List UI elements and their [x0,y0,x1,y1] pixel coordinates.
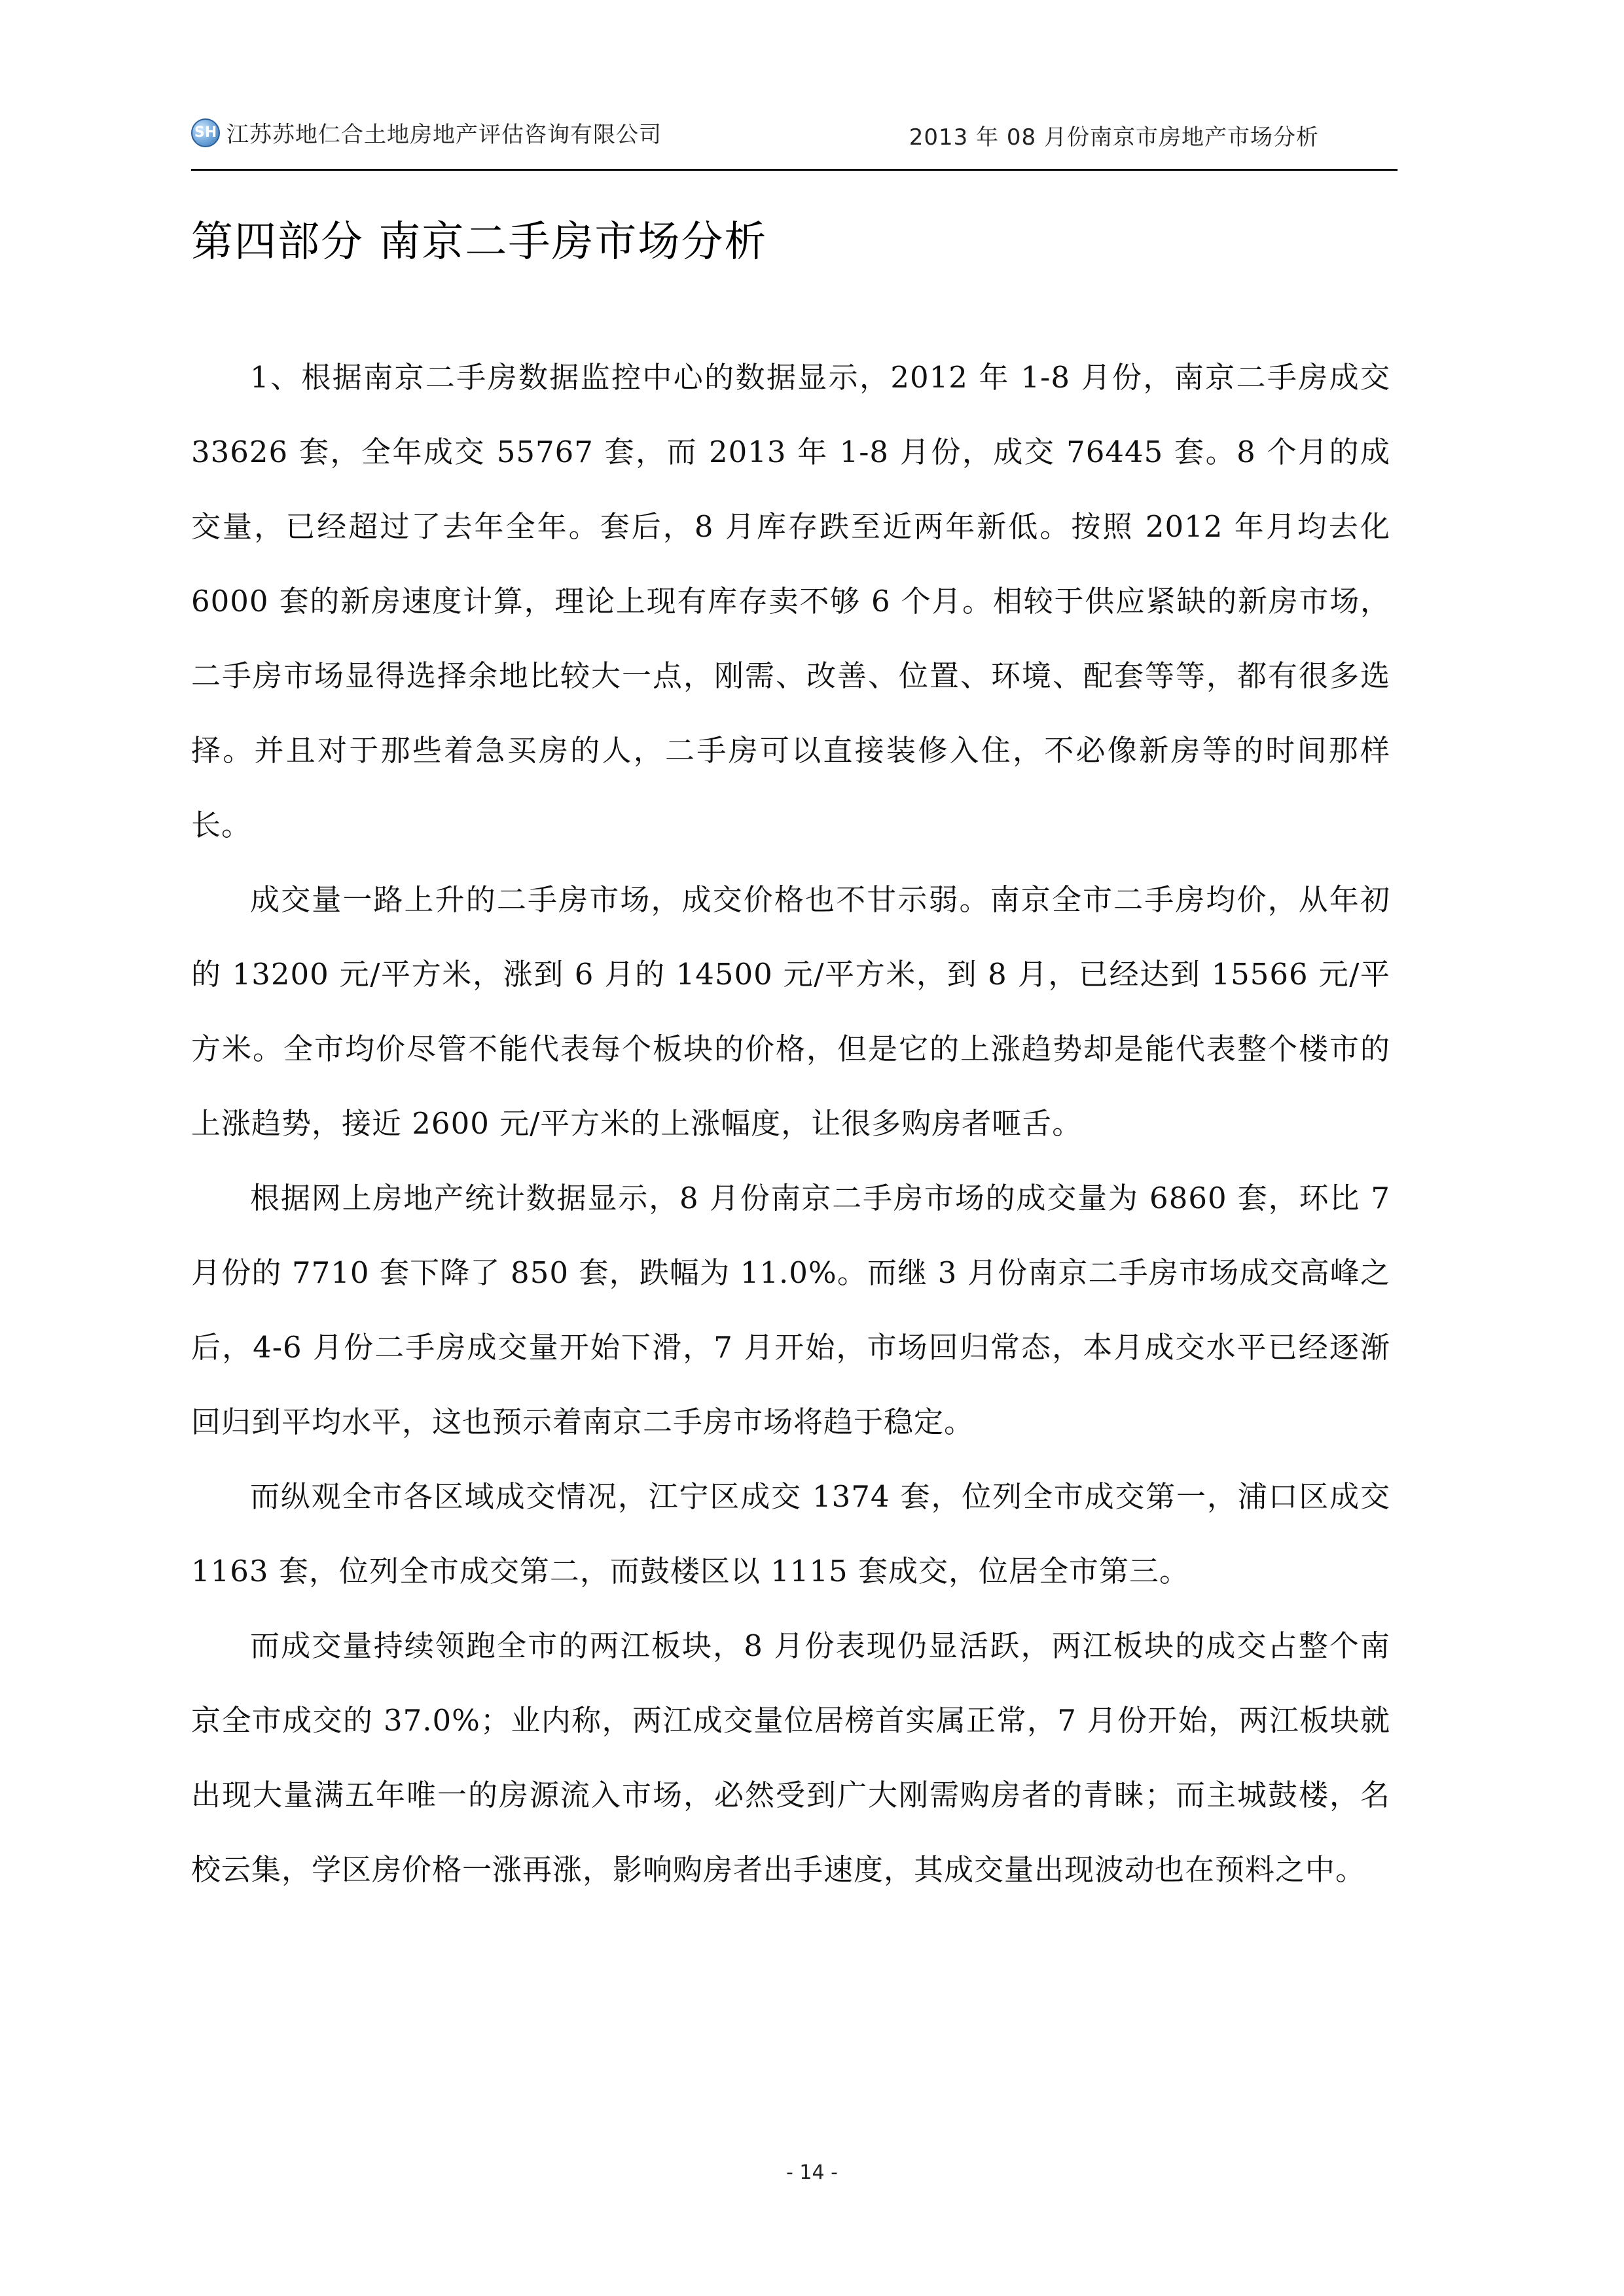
company-logo-icon: SH [191,118,220,147]
page-header [191,110,1398,171]
report-title: 2013 年 08 月份南京市房地产市场分析 [909,124,1319,151]
company-name: 江苏苏地仁合土地房地产评估咨询有限公司 [226,122,662,148]
page-number: - 14 - [786,2161,838,2184]
paragraph-5: 而成交量持续领跑全市的两江板块，8 月份表现仍显活跃，两江板块的成交占整个南京全市成交的 37.0%；业内称，两江成交量位居榜首实属正常，7 月份开始，两江板块就出现大量满五年唯一的房源流入市场，必然受到广大刚需购房者的青睐；而主城鼓楼，名校云集，学区房价格一涨再涨，影响购房者出手速度，其成交量出现波动也在预料之中。 [191,1628,1390,1887]
section-title: 第四部分 南京二手房市场分析 [191,218,768,266]
paragraph-2: 成交量一路上升的二手房市场，成交价格也不甘示弱。南京全市二手房均价，从年初的 13200 元/平方米，涨到 6 月的 14500 元/平方米，到 8 月，已经达到 15566 元/平方米。全市均价尽管不能代表每个板块的价格，但是它的上涨趋势却是能代表整个楼市的上涨趋势，接近 2600 元/平方米的上涨幅度，让很多购房者咂舌。 [191,882,1390,1141]
paragraph-3: 根据网上房地产统计数据显示，8 月份南京二手房市场的成交量为 6860 套，环比 7 月份的 7710 套下降了 850 套，跌幅为 11.0%。而继 3 月份南京二手房市场成交高峰之后，4-6 月份二手房成交量开始下滑，7 月开始，市场回归常态，本月成交水平已经逐渐回归到平均水平，这也预示着南京二手房市场将趋于稳定。 [191,1181,1390,1439]
paragraph-4: 而纵观全市各区域成交情况，江宁区成交 1374 套，位列全市成交第一，浦口区成交 1163 套，位列全市成交第二，而鼓楼区以 1115 套成交，位居全市第三。 [191,1479,1390,1588]
header-company-block [191,117,662,149]
paragraph-1: 1、根据南京二手房数据监控中心的数据显示，2012 年 1-8 月份，南京二手房成交 33626 套，全年成交 55767 套，而 2013 年 1-8 月份，成交 76445 套。8 个月的成交量，已经超过了去年全年。套后，8 月库存跌至近两年新低。按照 2012 年月均去化 6000 套的新房速度计算，理论上现有库存卖不够 6 个月。相较于供应紧缺的新房市场，二手房市场显得选择余地比较大一点，刚需、改善、位置、环境、配套等等，都有很多选择。并且对于那些着急买房的人，二手房可以直接装修入住，不必像新房等的时间那样长。 [191,360,1390,842]
body-text [191,340,1390,1907]
